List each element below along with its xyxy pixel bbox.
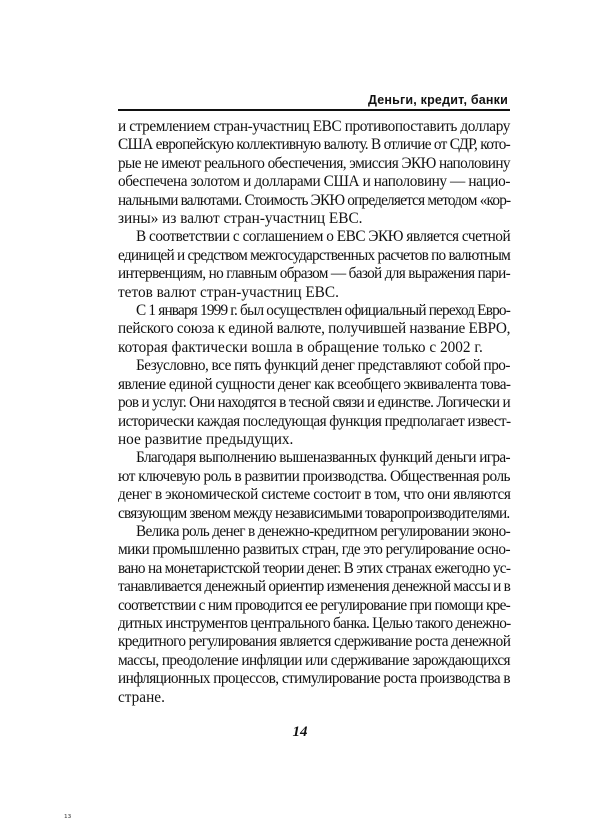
text-line: пейского союза к единой валюте, получившей название ЕВРО, xyxy=(118,320,511,338)
text-line: соответствии с ним проводится ее регулирование при помощи кре- xyxy=(118,596,510,614)
text-line: явление единой сущности денег как всеобщего эквивалента това- xyxy=(118,375,511,393)
paragraph-5 xyxy=(118,449,510,523)
paragraph-2 xyxy=(118,228,510,302)
page-number: 14 xyxy=(292,724,308,740)
text-line: танавливается денежный ориентир изменения денежной массы и в xyxy=(118,578,511,596)
text-line: мики промышленно развитых стран, где это регулирование осно- xyxy=(118,541,510,559)
text-line: рые не имеют реального обеспечения, эмиссия ЭКЮ наполовину xyxy=(118,154,510,172)
text-line: ров и услуг. Они находятся в тесной связи и единстве. Логически и xyxy=(118,394,510,412)
paragraph-4 xyxy=(118,357,510,449)
text-line: Безусловно, все пять функций денег представляют собой про- xyxy=(136,357,510,375)
text-line: В соответствии с соглашением о ЕВС ЭКЮ является счетной xyxy=(136,228,511,246)
paragraph-1 xyxy=(118,118,510,228)
text-line: стране. xyxy=(118,688,165,706)
text-line: массы, преодоление инфляции или сдерживание зарождающихся xyxy=(118,651,510,669)
text-line: США европейскую коллективную валюту. В отличие от СДР, кото- xyxy=(118,136,510,154)
text-line: С 1 января 1999 г. был осуществлен официальный переход Евро- xyxy=(136,302,510,320)
text-line: кредитного регулирования является сдерживание роста денежной xyxy=(118,633,511,651)
text-line: обеспечена золотом и долларами США и наполовину — нацио- xyxy=(118,173,510,191)
text-line: единицей и средством межгосударственных расчетов по валютным xyxy=(118,246,510,264)
text-line: инфляционных процессов, стимулирование роста производства в xyxy=(118,670,510,688)
text-line: и стремлением стран-участниц ЕВС противопоставить доллару xyxy=(118,118,510,135)
text-line: Благодаря выполнению вышеназванных функций деньги игра- xyxy=(136,449,510,467)
corner-mark: ¹³ xyxy=(64,814,72,824)
text-line: дитных инструментов центрального банка. Целью такого денежно- xyxy=(118,614,511,632)
text-line: ное развитие предыдущих. xyxy=(118,430,294,448)
text-line: которая фактически вошла в обращение только с 2002 г. xyxy=(118,338,483,356)
paragraph-6 xyxy=(118,523,510,707)
text-line: тетов валют стран-участниц ЕВС. xyxy=(118,283,339,301)
text-line: ют ключевую роль в развитии производства. Общественная роль xyxy=(118,467,510,485)
text-line: интервенциям, но главным образом — базой для выражения пари- xyxy=(118,265,510,283)
text-line: нальными валютами. Стоимость ЭКЮ определяется методом «кор- xyxy=(118,191,511,209)
running-title: Деньги, кредит, банки xyxy=(367,93,508,107)
text-line: связующим звеном между независимыми товаропроизводителями. xyxy=(118,504,510,522)
text-line: исторически каждая последующая функция предполагает извест- xyxy=(118,412,511,430)
body-text xyxy=(118,118,510,707)
header-rule xyxy=(118,109,510,111)
text-line: денег в экономической системе состоит в том, что они являются xyxy=(118,486,511,504)
paragraph-3 xyxy=(118,302,510,357)
text-line: зины» из валют стран-участниц ЕВС. xyxy=(118,210,363,228)
text-line: вано на монетаристской теории денег. В этих странах ежегодно ус- xyxy=(118,559,511,577)
text-line: Велика роль денег в денежно-кредитном регулировании эконо- xyxy=(136,522,510,540)
